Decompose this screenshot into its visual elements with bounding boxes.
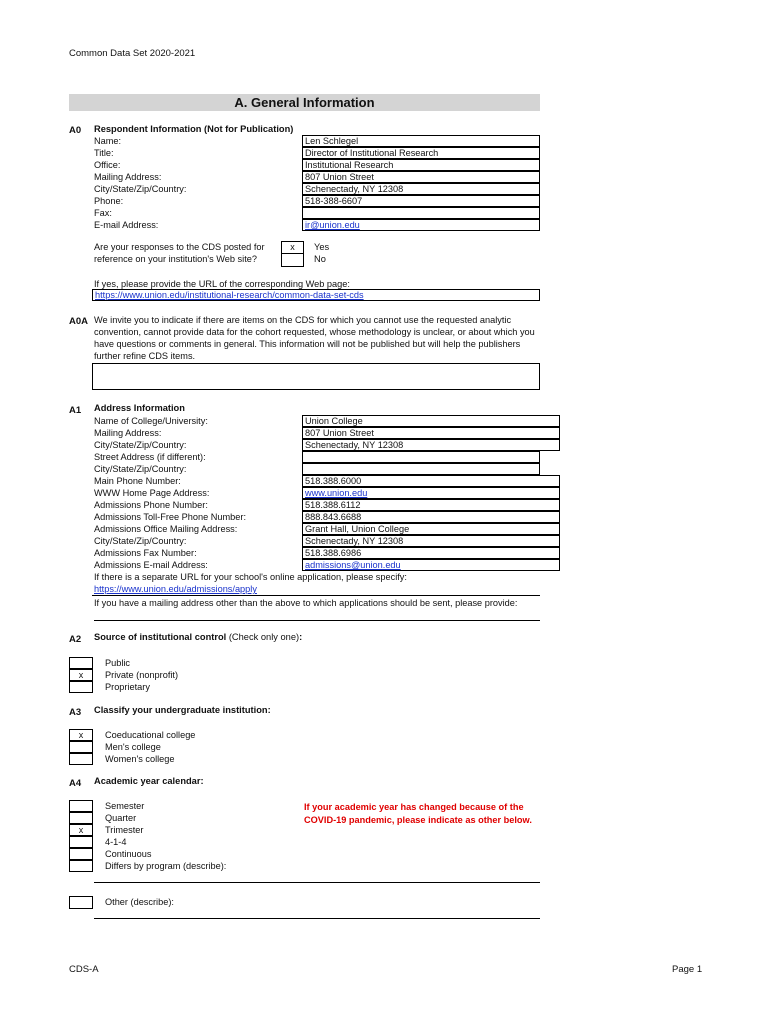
question-number-a2: A2: [69, 634, 82, 645]
a0-field-phone[interactable]: 518-388-6607: [302, 195, 540, 207]
a4-covid-note: If your academic year has changed because of the COVID-19 pandemic, please indicate as other below.: [304, 802, 532, 825]
a0-field-city-state-zip[interactable]: Schenectady, NY 12308: [302, 183, 540, 195]
a1-mailing-field[interactable]: [94, 608, 540, 620]
a0-posted-question-line2: reference on your institution's Web site?: [94, 254, 257, 264]
a3-heading: Classify your undergraduate institution:: [94, 705, 271, 715]
a3-checkbox-coed[interactable]: x: [69, 729, 93, 741]
a2-checkbox-public[interactable]: [69, 657, 93, 669]
a1-field-college-name[interactable]: Union College: [302, 415, 560, 427]
a4-option-quarter: Quarter: [105, 813, 137, 823]
a2-option-proprietary: Proprietary: [105, 682, 150, 692]
a1-label-college-name: Name of College/University:: [94, 416, 208, 426]
a2-checkbox-private[interactable]: x: [69, 669, 93, 681]
a0-label-fax: Fax:: [94, 208, 112, 218]
a1-field-admissions-office-address[interactable]: Grant Hall, Union College: [302, 523, 560, 535]
document-header: Common Data Set 2020-2021: [69, 48, 196, 59]
a0-label-office: Office:: [94, 160, 121, 170]
a1-field-city-state-zip[interactable]: Schenectady, NY 12308: [302, 439, 560, 451]
a0-url-field[interactable]: https://www.union.edu/institutional-research/common-data-set-cds: [92, 289, 540, 301]
a3-checkbox-mens[interactable]: [69, 741, 93, 753]
a1-label-admissions-fax: Admissions Fax Number:: [94, 548, 197, 558]
a1-label-admissions-toll-free: Admissions Toll-Free Phone Number:: [94, 512, 246, 522]
a0-label-title: Title:: [94, 148, 114, 158]
a4-heading: Academic year calendar:: [94, 776, 204, 786]
a1-label-street-city-state-zip: City/State/Zip/Country:: [94, 464, 187, 474]
a0-label-city-state-zip: City/State/Zip/Country:: [94, 184, 187, 194]
a4-checkbox-trimester[interactable]: x: [69, 824, 93, 836]
a1-label-street-address: Street Address (if different):: [94, 452, 206, 462]
a0-field-title[interactable]: Director of Institutional Research: [302, 147, 540, 159]
a0-yes-checkbox[interactable]: x: [281, 241, 304, 254]
a1-heading: Address Information: [94, 403, 185, 413]
a1-field-admissions-fax[interactable]: 518.388.6986: [302, 547, 560, 559]
a2-heading-bold: Source of institutional control: [94, 632, 227, 642]
a1-online-app-prompt: If there is a separate URL for your school's online application, please specify:: [94, 572, 407, 582]
a0-field-mailing-address[interactable]: 807 Union Street: [302, 171, 540, 183]
a0-label-phone: Phone:: [94, 196, 124, 206]
a0-field-office[interactable]: Institutional Research: [302, 159, 540, 171]
a4-option-differs: Differs by program (describe):: [105, 861, 227, 871]
a0-field-email[interactable]: ir@union.edu: [302, 219, 540, 231]
footer-page-number: Page 1: [672, 964, 703, 975]
a3-option-womens: Women's college: [105, 754, 175, 764]
a2-checkbox-proprietary[interactable]: [69, 681, 93, 693]
a4-checkbox-semester[interactable]: [69, 800, 93, 812]
a1-label-admissions-phone: Admissions Phone Number:: [94, 500, 208, 510]
a0-yes-label: Yes: [314, 242, 330, 252]
a1-online-app-url[interactable]: https://www.union.edu/admissions/apply: [92, 584, 540, 596]
a0-heading: Respondent Information (Not for Publication): [94, 124, 294, 134]
a0-url-prompt: If yes, please provide the URL of the corresponding Web page:: [94, 279, 350, 289]
a4-differs-underline: [94, 882, 540, 883]
a2-heading-note: (Check only one): [226, 632, 300, 642]
a1-field-home-page[interactable]: www.union.edu: [302, 487, 560, 499]
a0-field-name[interactable]: Len Schlegel: [302, 135, 540, 147]
a1-label-mailing-address: Mailing Address:: [94, 428, 162, 438]
question-number-a0: A0: [69, 125, 82, 136]
a4-checkbox-differs[interactable]: [69, 860, 93, 872]
a1-field-admissions-phone[interactable]: 518.388.6112: [302, 499, 560, 511]
a4-checkbox-continuous[interactable]: [69, 848, 93, 860]
a1-label-home-page: WWW Home Page Address:: [94, 488, 210, 498]
a3-option-coed: Coeducational college: [105, 730, 196, 740]
a0-no-checkbox[interactable]: [281, 253, 304, 267]
a2-option-public: Public: [105, 658, 131, 668]
a1-label-admissions-city-state-zip: City/State/Zip/Country:: [94, 536, 187, 546]
question-number-a0a: A0A: [69, 316, 89, 327]
a0a-instructions: We invite you to indicate if there are items on the CDS for which you cannot use the requested analytic convention, cannot provide data for the cohort requested, whose methodology is unclear, or about which you have questions or comments in general. This information will not be published but will help the publishers further refine CDS items.: [94, 315, 535, 361]
a4-option-continuous: Continuous: [105, 849, 152, 859]
a0-posted-question-line1: Are your responses to the CDS posted for: [94, 242, 265, 252]
a1-field-mailing-address[interactable]: 807 Union Street: [302, 427, 560, 439]
a1-label-admissions-email: Admissions E-mail Address:: [94, 560, 208, 570]
a1-field-street-city-state-zip[interactable]: [302, 463, 540, 475]
a1-label-city-state-zip: City/State/Zip/Country:: [94, 440, 187, 450]
a0a-comment-box[interactable]: [92, 363, 540, 390]
a1-mailing-underline: [94, 620, 540, 621]
question-number-a1: A1: [69, 405, 82, 416]
a1-label-main-phone: Main Phone Number:: [94, 476, 181, 486]
a0-label-mailing-address: Mailing Address:: [94, 172, 162, 182]
a0-field-fax[interactable]: [302, 207, 540, 219]
a1-field-admissions-city-state-zip[interactable]: Schenectady, NY 12308: [302, 535, 560, 547]
a0-no-label: No: [314, 254, 326, 264]
question-number-a3: A3: [69, 707, 82, 718]
a1-field-admissions-toll-free[interactable]: 888.843.6688: [302, 511, 560, 523]
a0-label-email: E-mail Address:: [94, 220, 159, 230]
a4-option-trimester: Trimester: [105, 825, 144, 835]
a4-checkbox-other[interactable]: [69, 896, 93, 909]
question-number-a4: A4: [69, 778, 82, 789]
section-title: A. General Information: [234, 95, 375, 110]
a2-heading-colon: :: [299, 632, 303, 642]
a4-option-semester: Semester: [105, 801, 145, 811]
a3-option-mens: Men's college: [105, 742, 161, 752]
a1-field-admissions-email[interactable]: admissions@union.edu: [302, 559, 560, 571]
a3-checkbox-womens[interactable]: [69, 753, 93, 765]
a4-checkbox-4-1-4[interactable]: [69, 836, 93, 848]
a4-other-underline: [94, 918, 540, 919]
a2-option-private: Private (nonprofit): [105, 670, 179, 680]
a1-mailing-prompt: If you have a mailing address other than the above to which applications should be sent, please provide:: [94, 598, 518, 608]
a4-checkbox-quarter[interactable]: [69, 812, 93, 824]
a0-label-name: Name:: [94, 136, 122, 146]
footer-section-code: CDS-A: [69, 964, 99, 975]
a4-option-other: Other (describe):: [105, 897, 174, 907]
a1-label-admissions-office-address: Admissions Office Mailing Address:: [94, 524, 238, 534]
a4-option-4-1-4: 4-1-4: [105, 837, 127, 847]
a2-heading: [94, 632, 302, 642]
a1-field-main-phone[interactable]: 518.388.6000: [302, 475, 560, 487]
a1-field-street-address[interactable]: [302, 451, 540, 463]
